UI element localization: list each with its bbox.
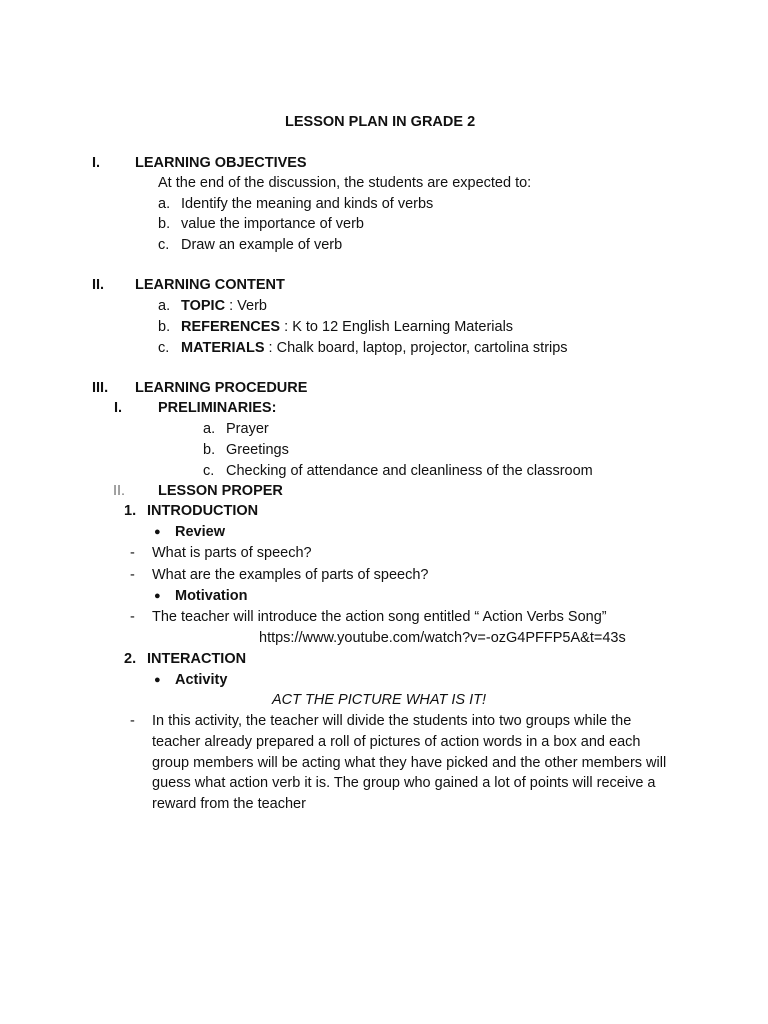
bullet-icon: ● (154, 526, 161, 538)
activity-description: In this activity, the teacher will divide the students into two groups while the teacher already prepared a roll of pictures of action words in a box and each group members will be acting what they have picked and the other members will guess what action verb it is. The group who gained a lot of points will receive a reward from the teacher (152, 713, 667, 813)
section-heading-objectives: LEARNING OBJECTIVES (135, 155, 307, 171)
content-item-label: REFERENCES (181, 319, 281, 335)
section-heading-content: LEARNING CONTENT (135, 277, 285, 293)
review-item: What is parts of speech? (152, 545, 312, 561)
dash-marker: - (130, 713, 135, 729)
motivation-item: The teacher will introduce the action song entitled “ Action Verbs Song” (152, 609, 607, 625)
content-item-label: MATERIALS (181, 340, 265, 356)
content-item-text: : Chalk board, laptop, projector, cartolina strips (264, 340, 568, 356)
objectives-intro: At the end of the discussion, the students are expected to: (158, 175, 532, 191)
objective-item: Draw an example of verb (181, 237, 343, 253)
section-numeral: I. (92, 155, 101, 171)
youtube-link[interactable]: https://www.youtube.com/watch?v=-ozG4PFFP5A&t=43s (259, 630, 626, 646)
preliminaries-item: Prayer (226, 421, 269, 437)
preliminaries-item: Checking of attendance and cleanliness of the classroom (226, 463, 593, 479)
subsection-numeral: II. (113, 483, 126, 499)
list-marker: a. (158, 196, 171, 212)
list-marker: b. (158, 216, 171, 232)
list-marker: a. (203, 421, 216, 437)
list-marker: c. (158, 340, 170, 356)
content-item (181, 317, 513, 337)
section-numeral: III. (92, 380, 109, 396)
document-title: LESSON PLAN IN GRADE 2 (285, 114, 476, 130)
step-number: 1. (124, 503, 137, 519)
list-marker: c. (203, 463, 215, 479)
content-item (181, 338, 568, 358)
list-marker: c. (158, 237, 170, 253)
review-heading: Review (175, 524, 225, 540)
list-marker: b. (158, 319, 171, 335)
activity-title: ACT THE PICTURE WHAT IS IT! (272, 692, 487, 708)
review-item: What are the examples of parts of speech? (152, 567, 429, 583)
list-marker: a. (158, 298, 171, 314)
subsection-heading-lesson-proper: LESSON PROPER (158, 483, 283, 499)
objective-item: value the importance of verb (181, 216, 364, 232)
motivation-heading: Motivation (175, 588, 248, 604)
list-marker: b. (203, 442, 216, 458)
section-heading-procedure: LEARNING PROCEDURE (135, 380, 308, 396)
preliminaries-item: Greetings (226, 442, 289, 458)
content-item-text: : Verb (225, 298, 267, 314)
content-item-text: : K to 12 English Learning Materials (280, 319, 514, 335)
step-heading-interaction: INTERACTION (147, 651, 247, 667)
content-item-label: TOPIC (181, 298, 226, 314)
bullet-icon: ● (154, 674, 161, 686)
bullet-icon: ● (154, 590, 161, 602)
subsection-numeral: I. (114, 400, 123, 416)
objective-item: Identify the meaning and kinds of verbs (181, 196, 434, 212)
dash-marker: - (130, 609, 135, 625)
dash-marker: - (130, 545, 135, 561)
activity-heading: Activity (175, 672, 228, 688)
dash-marker: - (130, 567, 135, 583)
step-heading-introduction: INTRODUCTION (147, 503, 259, 519)
subsection-heading-preliminaries: PRELIMINARIES: (158, 400, 277, 416)
section-numeral: II. (92, 277, 105, 293)
step-number: 2. (124, 651, 137, 667)
content-item (181, 296, 267, 316)
